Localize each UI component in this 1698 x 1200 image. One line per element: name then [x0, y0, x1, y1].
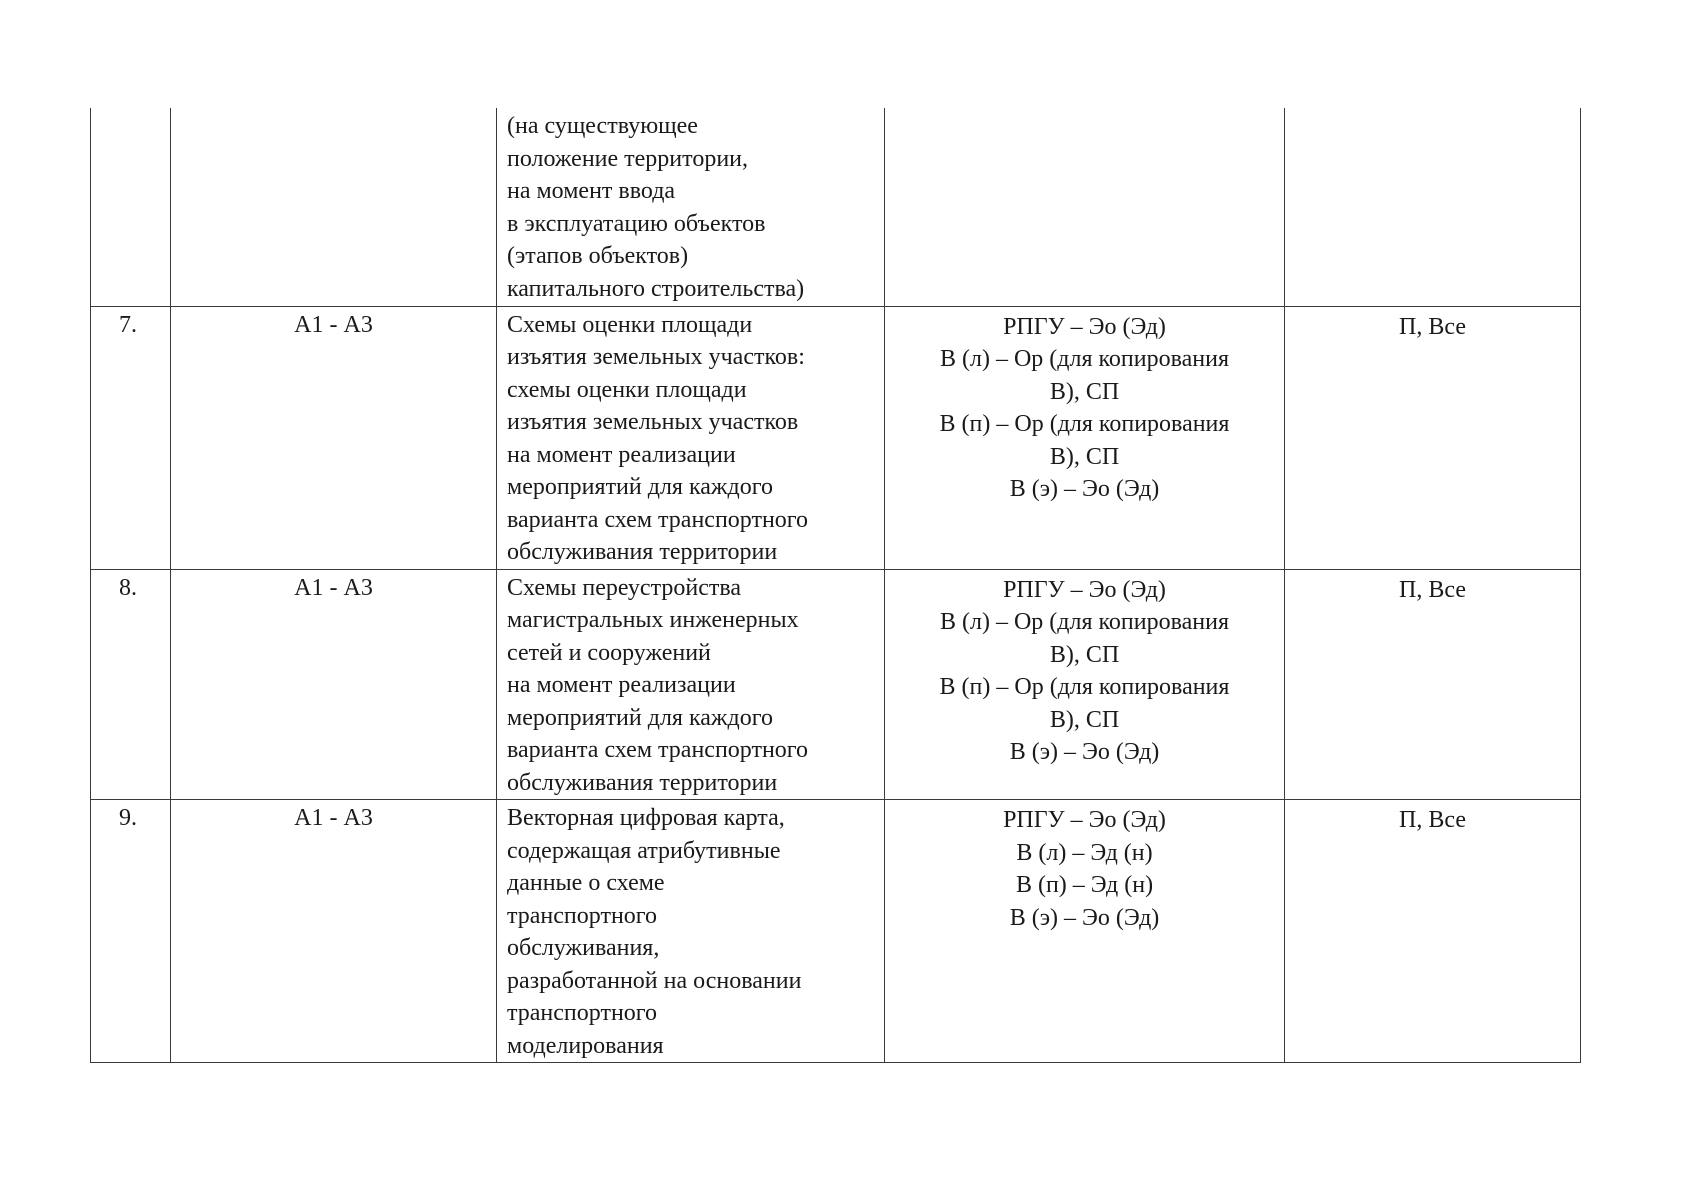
description-line: моделирования — [507, 1032, 664, 1059]
row-description-cell — [497, 306, 885, 569]
row-format-cell — [885, 569, 1285, 800]
description-line: варианта схем транспортного — [507, 506, 809, 533]
description-line: (на существующее — [507, 113, 698, 139]
description-line: содержащая атрибутивные — [507, 837, 781, 864]
row-access-cell: П, Все — [1285, 800, 1581, 1063]
table-row-continuation — [91, 108, 1581, 306]
format-line: В (л) – Эд (н) — [1016, 839, 1153, 866]
row-code-cell: А1 - А3 — [171, 800, 497, 1063]
format-line: В (э) – Эо (Эд) — [1009, 739, 1160, 765]
description-line: (этапов объектов) — [507, 243, 689, 269]
description-line: обслуживания, — [507, 935, 660, 961]
description-line: капитального строительства) — [507, 275, 805, 302]
format-line: В), СП — [1049, 641, 1120, 668]
format-line: В (п) – Ор (для копирования — [939, 674, 1230, 700]
row-code-cell: А1 - А3 — [171, 569, 497, 800]
format-line: РПГУ – Эо (Эд) — [1003, 807, 1166, 833]
row-description-cell — [497, 800, 885, 1063]
format-line: В (э) – Эо (Эд) — [1009, 904, 1160, 931]
description-line: сетей и сооружений — [507, 639, 711, 666]
description-line: обслуживания территории — [507, 769, 778, 796]
description-line: магистральных инженерных — [507, 607, 799, 633]
row-format-cell — [885, 306, 1285, 569]
description-line: Векторная цифровая карта, — [507, 805, 785, 831]
table-row — [91, 569, 1581, 800]
description-line: Схемы оценки площади — [507, 311, 753, 338]
format-line: В), СП — [1049, 378, 1120, 405]
description-line: варианта схем транспортного — [507, 737, 809, 763]
format-line: В), СП — [1049, 706, 1120, 733]
description-line: разработанной на основании — [507, 967, 802, 994]
description-line: на момент реализации — [507, 441, 736, 468]
description-line: обслуживания территории — [507, 539, 778, 565]
row-code-cell: А1 - А3 — [171, 306, 497, 569]
row-access-cell: П, Все — [1285, 569, 1581, 800]
description-line: в эксплуатацию объектов — [507, 210, 766, 237]
format-line: РПГУ – Эо (Эд) — [1003, 313, 1166, 340]
description-line: мероприятий для каждого — [507, 474, 773, 500]
description-line: транспортного — [507, 902, 658, 929]
description-line: на момент ввода — [507, 178, 676, 204]
row-number-cell — [91, 108, 171, 306]
format-line: РПГУ – Эо (Эд) — [1003, 576, 1166, 603]
table-row — [91, 800, 1581, 1063]
format-line: В), СП — [1049, 443, 1120, 470]
row-format-cell — [885, 800, 1285, 1063]
format-line: В (э) – Эо (Эд) — [1009, 476, 1160, 502]
description-line: данные о схеме — [507, 870, 665, 896]
format-line: В (п) – Ор (для копирования — [939, 411, 1230, 437]
row-format-cell — [885, 108, 1285, 306]
description-line: изъятия земельных участков — [507, 409, 799, 435]
document-table — [90, 108, 1581, 1063]
description-line: мероприятий для каждого — [507, 704, 773, 731]
row-description-cell — [497, 108, 885, 306]
table-row — [91, 306, 1581, 569]
format-line: В (л) – Ор (для копирования — [939, 609, 1230, 635]
description-line: Схемы переустройства — [507, 574, 742, 601]
row-description-cell — [497, 569, 885, 800]
format-line: В (п) – Эд (н) — [1015, 872, 1154, 898]
description-line: положение территории, — [507, 145, 749, 172]
description-line: изъятия земельных участков: — [507, 344, 805, 370]
row-number-cell: 8. — [91, 569, 171, 800]
description-line: транспортного — [507, 1000, 658, 1026]
row-number-cell: 7. — [91, 306, 171, 569]
description-line: на момент реализации — [507, 672, 736, 698]
row-number-cell: 9. — [91, 800, 171, 1063]
row-access-cell — [1285, 108, 1581, 306]
format-line: В (л) – Ор (для копирования — [939, 346, 1230, 372]
row-access-cell: П, Все — [1285, 306, 1581, 569]
description-line: схемы оценки площади — [507, 376, 747, 403]
row-code-cell — [171, 108, 497, 306]
